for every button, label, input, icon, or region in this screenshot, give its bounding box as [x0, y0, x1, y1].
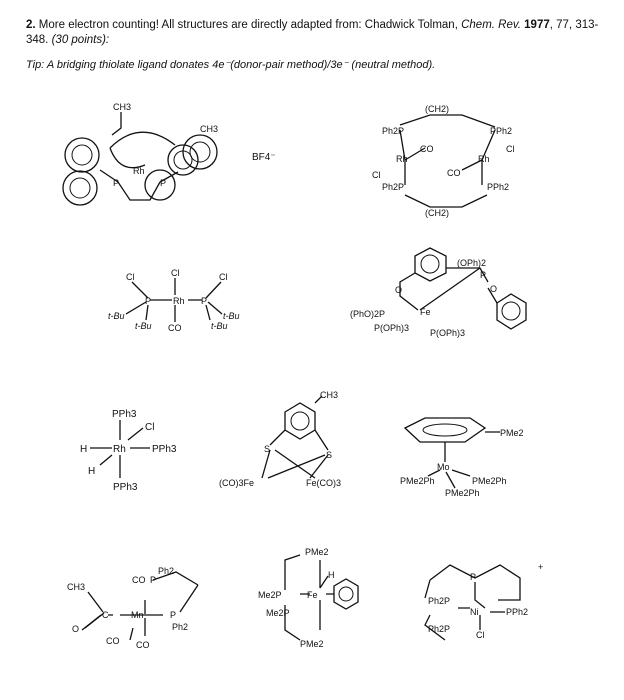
s8-mn: Mn — [131, 610, 144, 620]
s10-charge: + — [538, 562, 544, 572]
s3-co: CO — [168, 323, 182, 333]
structure-1 — [63, 102, 276, 205]
journal-year: 1977 — [524, 19, 550, 31]
s10-pph2: PPh2 — [506, 607, 529, 617]
s1-ch3a: CH3 — [113, 102, 132, 112]
s9-pme2-a: PMe2 — [305, 547, 329, 557]
s7-pme2ph-2: PMe2Ph — [472, 476, 507, 486]
s2-pph2-a: PPh2 — [490, 126, 513, 136]
s8-co-1: CO — [132, 575, 146, 585]
s1-ch3b: CH3 — [200, 124, 219, 134]
question-points: (30 points): — [51, 34, 110, 46]
s3-tbu-3: t-Bu — [223, 311, 240, 321]
s2-cl-2: Cl — [506, 144, 515, 154]
s4-pho2p: (PhO)2P — [350, 309, 386, 319]
s8-co-3: CO — [136, 640, 150, 650]
s8-o: O — [72, 624, 80, 634]
s2-ch2-top: (CH2) — [425, 104, 449, 114]
s4-p: P — [480, 270, 487, 280]
s9-fe: Fe — [307, 590, 318, 600]
s6-ch3: CH3 — [320, 390, 339, 400]
s5-cl: Cl — [145, 422, 155, 433]
s9-pme2-b: PMe2 — [300, 639, 324, 649]
s10-ph2p-1: Ph2P — [428, 596, 451, 606]
s6-feco3-1: (CO)3Fe — [219, 478, 255, 488]
s8-ph2-b: Ph2 — [172, 622, 189, 632]
s1-counterion: BF4⁻ — [252, 152, 276, 163]
s5-h-2: H — [88, 466, 96, 477]
s9-me2p-2: Me2P — [266, 608, 290, 618]
tip-text: Tip: A bridging thiolate ligand donates 4e⁻(donor-pair method)/3e⁻ (neutral method). — [26, 59, 436, 71]
s2-rh-2: Rh — [478, 154, 490, 164]
s2-cl-1: Cl — [372, 170, 381, 180]
structure-7 — [400, 418, 524, 498]
question-text: More electron counting! All structures are directly adapted from: Chadwick Tolman, — [38, 19, 458, 31]
s7-pme2ph-3: PMe2Ph — [445, 488, 480, 498]
s10-p: P — [470, 572, 477, 582]
s3-cl-2: Cl — [171, 268, 180, 278]
s8-ch3: CH3 — [67, 582, 86, 592]
s4-oph2: (OPh)2 — [457, 258, 487, 268]
structure-2 — [372, 104, 515, 218]
structure-10 — [425, 562, 543, 640]
structure-6 — [219, 390, 341, 488]
s3-tbu-2: t-Bu — [135, 321, 152, 331]
s8-co-2: CO — [106, 636, 120, 646]
s4-poph3-a: P(OPh)3 — [374, 323, 410, 333]
s2-co-1: CO — [420, 144, 434, 154]
s1-p1: P — [113, 178, 120, 188]
s10-ni: Ni — [470, 607, 479, 617]
s3-p-2: P — [201, 296, 208, 306]
s9-me2p-1: Me2P — [258, 590, 282, 600]
s2-pph2-b: PPh2 — [487, 182, 510, 192]
journal-name: Chem. Rev. — [461, 19, 521, 31]
s9-h: H — [328, 570, 335, 580]
s7-mo: Mo — [437, 462, 450, 472]
s3-rh: Rh — [173, 296, 185, 306]
s3-cl-3: Cl — [219, 272, 228, 282]
structure-4 — [350, 248, 526, 338]
s2-ch2-bottom: (CH2) — [425, 208, 449, 218]
structure-3 — [108, 268, 240, 333]
s5-h-1: H — [80, 444, 88, 455]
structure-8 — [67, 566, 198, 650]
s3-cl-1: Cl — [126, 272, 135, 282]
s4-poph3-b: P(OPh)3 — [430, 328, 466, 338]
structure-5 — [80, 409, 177, 493]
s4-fe: Fe — [420, 307, 431, 317]
s7-pme2ph-1: PMe2Ph — [400, 476, 435, 486]
s6-s-2: S — [326, 450, 333, 460]
s5-pph3-b: PPh3 — [152, 444, 177, 455]
s3-p-1: P — [145, 296, 152, 306]
s6-s-1: S — [264, 444, 271, 454]
s1-p2: P — [160, 178, 167, 188]
s6-feco3-2: Fe(CO)3 — [306, 478, 342, 488]
s3-tbu-1: t-Bu — [108, 311, 125, 321]
s8-p-1: P — [150, 575, 157, 585]
s8-c: C — [102, 610, 109, 620]
s4-o-1: O — [395, 285, 403, 295]
s10-ph2p-2: Ph2P — [428, 624, 451, 634]
s8-ph2-a: Ph2 — [158, 566, 175, 576]
s2-rh-1: Rh — [396, 154, 408, 164]
s1-rh: Rh — [133, 166, 145, 176]
s3-tbu-4: t-Bu — [211, 321, 228, 331]
s2-co-2: CO — [447, 168, 461, 178]
journal-pages: , 77, 313-348. — [26, 19, 599, 46]
s2-ph2p-1: Ph2P — [382, 126, 405, 136]
structure-9 — [258, 547, 358, 649]
s7-pme2: PMe2 — [500, 428, 524, 438]
s8-p-2: P — [170, 610, 177, 620]
s4-o-2: O — [490, 284, 498, 294]
s5-pph3-a: PPh3 — [112, 409, 137, 420]
question-number: 2. — [26, 19, 36, 31]
s10-cl: Cl — [476, 630, 485, 640]
s2-ph2p-2: Ph2P — [382, 182, 405, 192]
s5-pph3-c: PPh3 — [113, 482, 138, 493]
s5-rh: Rh — [113, 444, 126, 455]
